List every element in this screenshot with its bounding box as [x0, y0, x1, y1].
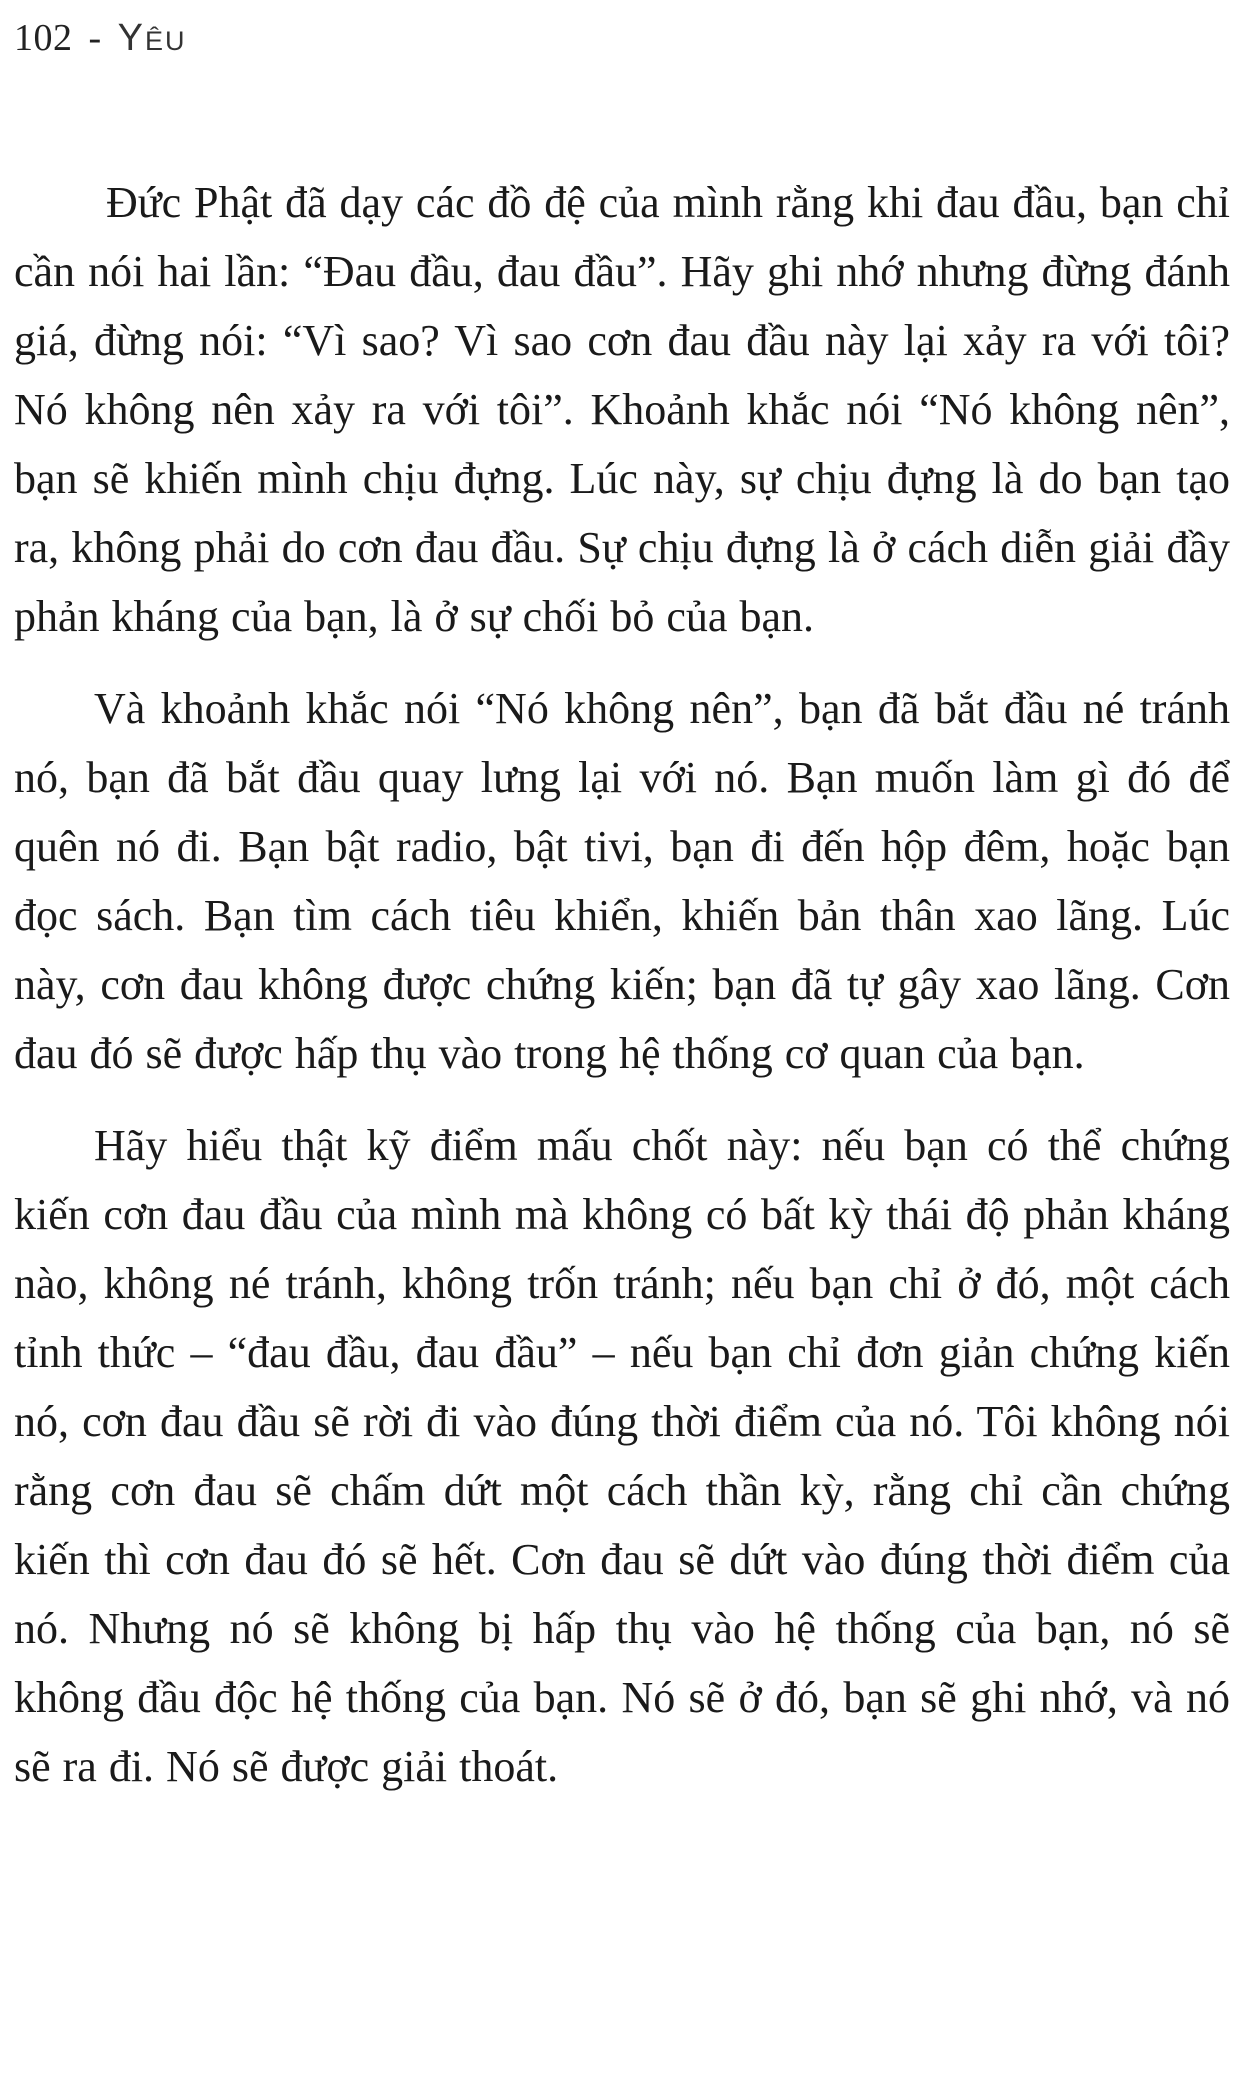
- paragraph-2: Và khoảnh khắc nói “Nó không nên”, bạn đã bắt đầu né tránh nó, bạn đã bắt đầu quay lưng lại với nó. Bạn muốn làm gì đó để quên nó đi. Bạn bật radio, bật tivi, bạn đi đến hộp đêm, hoặc bạn đọc sách. Bạn tìm cách tiêu khiển, khiến bản thân xao lãng. Lúc này, cơn đau không được chứng kiến; bạn đã tự gây xao lãng. Cơn đau đó sẽ được hấp thụ vào trong hệ thống cơ quan của bạn.: [14, 684, 1230, 1078]
- page-body: [14, 168, 1230, 1824]
- header-separator: -: [88, 17, 102, 59]
- paragraph-1: Đức Phật đã dạy các đồ đệ của mình rằng khi đau đầu, bạn chỉ cần nói hai lần: “Đau đầu, đau đầu”. Hãy ghi nhớ nhưng đừng đánh giá, đừng nói: “Vì sao? Vì sao cơn đau đầu này lại xảy ra với tôi? Nó không nên xảy ra với tôi”. Khoảnh khắc nói “Nó không nên”, bạn sẽ khiến mình chịu đựng. Lúc này, sự chịu đựng là do bạn tạo ra, không phải do cơn đau đầu. Sự chịu đựng là ở cách diễn giải đầy phản kháng của bạn, là ở sự chối bỏ của bạn.: [14, 178, 1230, 641]
- running-header: [14, 8, 187, 68]
- paragraph-3: Hãy hiểu thật kỹ điểm mấu chốt này: nếu bạn có thể chứng kiến cơn đau đầu của mình mà không có bất kỳ thái độ phản kháng nào, không né tránh, không trốn tránh; nếu bạn chỉ ở đó, một cách tỉnh thức – “đau đầu, đau đầu” – nếu bạn chỉ đơn giản chứng kiến nó, cơn đau đầu sẽ rời đi vào đúng thời điểm của nó. Tôi không nói rằng cơn đau sẽ chấm dứt một cách thần kỳ, rằng chỉ cần chứng kiến thì cơn đau đó sẽ hết. Cơn đau sẽ dứt vào đúng thời điểm của nó. Nhưng nó sẽ không bị hấp thụ vào hệ thống của bạn, nó sẽ không đầu độc hệ thống của bạn. Nó sẽ ở đó, bạn sẽ ghi nhớ, và nó sẽ ra đi. Nó sẽ được giải thoát.: [14, 1121, 1230, 1791]
- page-number: 102: [14, 17, 73, 59]
- book-title: Yêu: [117, 16, 187, 59]
